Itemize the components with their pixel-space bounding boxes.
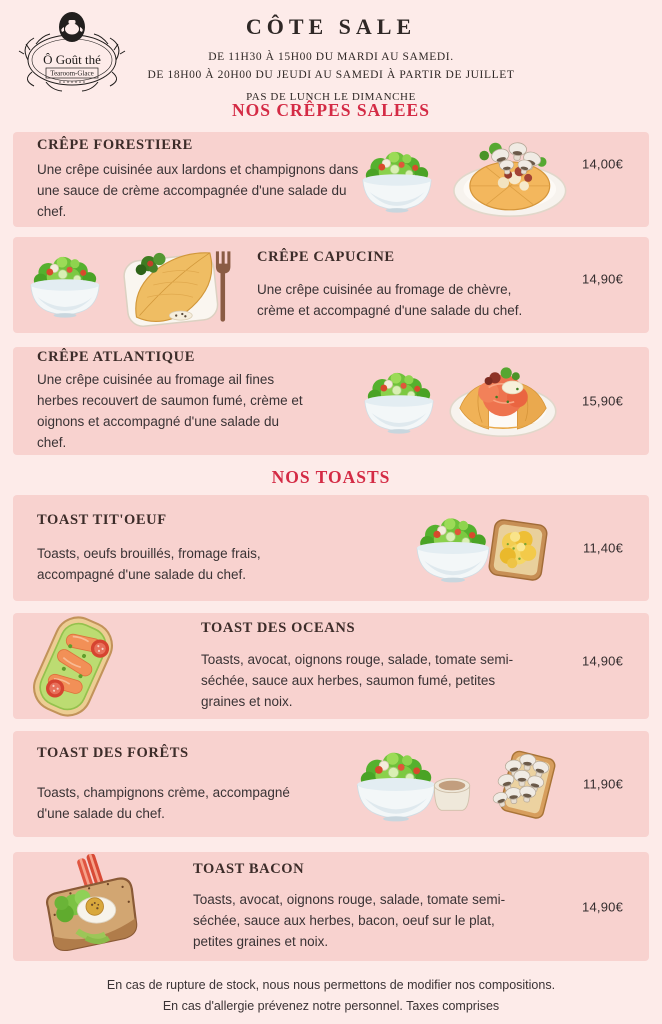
hours-line-2: DE 18H00 À 20H00 DU JEUDI AU SAMEDI À PARTIR DE JUILLET [147,69,515,81]
item-illustrations [359,138,569,221]
tearoom-logo [16,10,128,98]
footer-line-1: En cas de rupture de stock, nous nous permettons de modifier nos compositions. [106,978,556,992]
item-illustrations [361,360,559,442]
item-title: TOAST DES FORÊTS [37,744,189,761]
item-description: Une crêpe cuisinée aux lardons et champignons dans une sauce de crème accompagnée d'une salade du chef. [37,162,359,219]
item-description: Toasts, avocat, oignons rouge, salade, tomate semi-séchée, sauce aux herbes, bacon, oeuf sur le plat, petites graines et noix. [193,892,506,949]
item-description: Toasts, champignons crème, accompagné d'une salade du chef. [37,784,290,821]
crepe-mushrooms-plate-illustration [449,138,569,221]
salad-bowl-illustration [353,745,439,824]
section-heading-toasts: NOS TOASTS [271,467,391,487]
salad-bowl-illustration [359,145,435,215]
item-title: TOAST BACON [193,861,305,877]
toast-salmon-avocado-illustration [19,616,127,717]
menu-item-toast-bacon [13,852,649,961]
logo-name: Ô Goût thé [43,52,101,67]
section-heading-crepes: NOS CRÊPES SALEES [232,100,430,120]
salad-bowl-illustration [27,250,103,320]
menu-item-crepe-atlantique [13,347,649,455]
item-price: 14,90€ [582,653,623,669]
salad-bowl-illustration [361,366,437,436]
footer-line-2: En cas d'allergie prévenez notre personnel. Taxes comprises [162,999,500,1013]
item-price: 14,00€ [582,156,623,172]
crepe-salmon-plate-illustration [447,360,559,442]
item-illustrations [19,616,127,717]
item-illustrations [27,242,235,328]
item-illustrations [413,511,559,585]
menu-item-toast-des-forets [13,731,649,837]
menu-footer [0,975,662,1017]
item-illustrations [37,854,149,959]
item-description: Une crêpe cuisinée au fromage ail fines herbes recouvert de saumon fumé, crème et oignons et accompagné d'une salade du chef. [37,372,303,450]
item-title: TOAST DES OCEANS [201,620,356,636]
item-price: 11,40€ [583,540,623,556]
toast-bacon-egg-illustration [37,854,149,959]
item-description: Une crêpe cuisinée au fromage de chèvre, crème et accompagné d'une salade du chef. [257,282,523,318]
item-title: CRÊPE CAPUCINE [257,249,395,265]
page-title: CÔTE SALE [245,14,417,39]
menu-item-toast-titoeuf [13,495,649,601]
menu-header [0,0,662,103]
item-description: Toasts, avocat, oignons rouge, salade, tomate semi-séchée, sauce aux herbes, saumon fumé, petites graines et noix. [201,652,514,709]
item-price: 14,90€ [582,899,623,914]
item-price: 15,90€ [582,393,623,409]
menu-item-toast-des-oceans [13,613,649,719]
item-illustrations [353,745,559,824]
item-title: CRÊPE ATLANTIQUE [37,349,195,365]
folded-crepe-with-fork-illustration [109,242,235,328]
item-price: 11,90€ [583,776,623,792]
item-title: CRÊPE FORESTIERE [37,137,193,153]
hours-line-1: DE 11H30 À 15H00 DU MARDI AU SAMEDI. [208,51,454,63]
menu-item-crepe-forestiere [13,132,649,227]
menu-item-crepe-capucine [13,237,649,333]
toast-scrambled-eggs-illustration [477,512,559,585]
item-title: TOAST TIT'OEUF [37,511,167,528]
item-price: 14,90€ [582,271,623,287]
logo-subtitle: Tearoom-Glace [50,69,94,78]
hours-line-3: PAS DE LUNCH LE DIMANCHE [246,91,416,103]
toast-mushrooms-illustration [461,747,559,821]
item-description: Toasts, oeufs brouillés, fromage frais, accompagné d'une salade du chef. [37,545,261,582]
